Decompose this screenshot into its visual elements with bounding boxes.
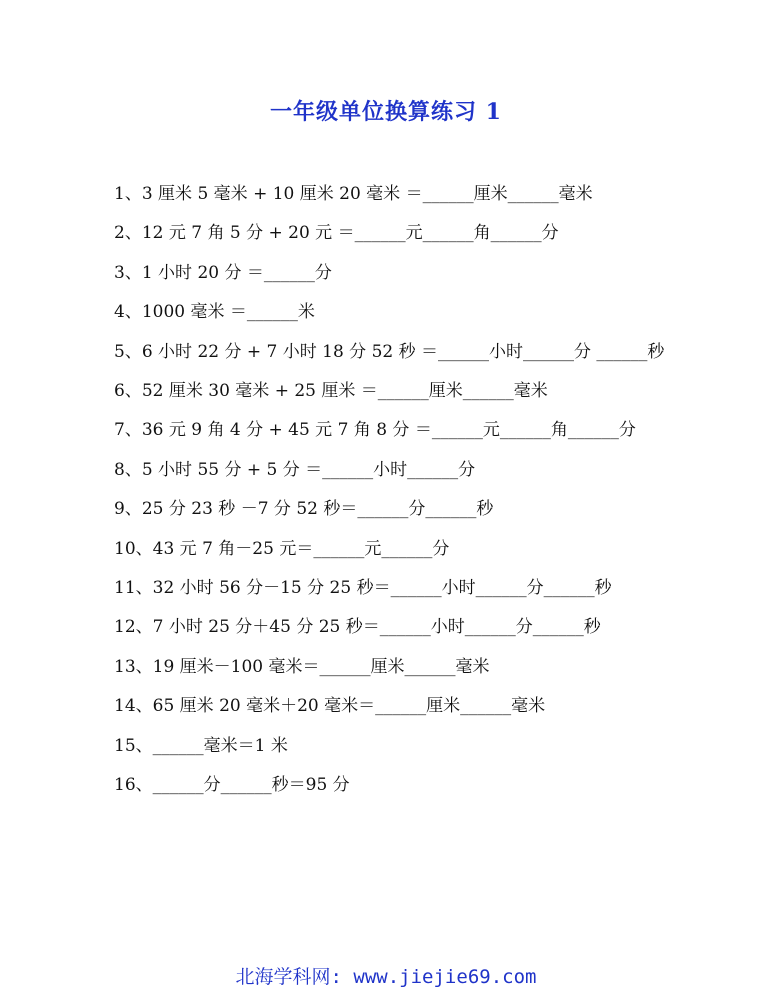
problem-3: 3、1 小时 20 分 ＝______分 (114, 262, 332, 283)
problem-12: 12、7 小时 25 分＋45 分 25 秒＝______小时______分______秒 (114, 617, 601, 638)
problem-11: 11、32 小时 56 分－15 分 25 秒＝______小时______分______秒 (114, 578, 612, 599)
problem-2: 2、12 元 7 角 5 分 + 20 元 ＝______元______角______分 (114, 223, 559, 244)
footer-website-link[interactable]: 北海学科网: www.jiejie69.com (235, 966, 537, 988)
problem-10: 10、43 元 7 角－25 元＝______元______分 (114, 538, 450, 559)
problem-1: 1、3 厘米 5 毫米 + 10 厘米 20 毫米 ＝______厘米______毫米 (114, 184, 593, 204)
page-title: 一年级单位换算练习 1 (270, 99, 502, 125)
problem-4: 4、1000 毫米 ＝______米 (114, 302, 315, 323)
problem-8: 8、5 小时 55 分 + 5 分 ＝______小时______分 (114, 459, 476, 480)
problem-14: 14、65 厘米 20 毫米＋20 毫米＝______厘米______毫米 (114, 696, 546, 717)
problem-9: 9、25 分 23 秒 －7 分 52 秒＝______分______秒 (114, 499, 494, 520)
problem-7: 7、36 元 9 角 4 分 + 45 元 7 角 8 分 ＝______元______角______分 (114, 420, 636, 441)
problem-list (114, 175, 674, 806)
problem-15: 15、______毫米＝1 米 (114, 735, 288, 756)
problem-13: 13、19 厘米－100 毫米＝______厘米______毫米 (114, 656, 490, 677)
problem-16: 16、______分______秒＝95 分 (114, 775, 350, 796)
problem-5: 5、6 小时 22 分 + 7 小时 18 分 52 秒 ＝______小时______分 ______秒 (114, 341, 665, 362)
problem-6: 6、52 厘米 30 毫米 + 25 厘米 ＝______厘米______毫米 (114, 381, 548, 402)
